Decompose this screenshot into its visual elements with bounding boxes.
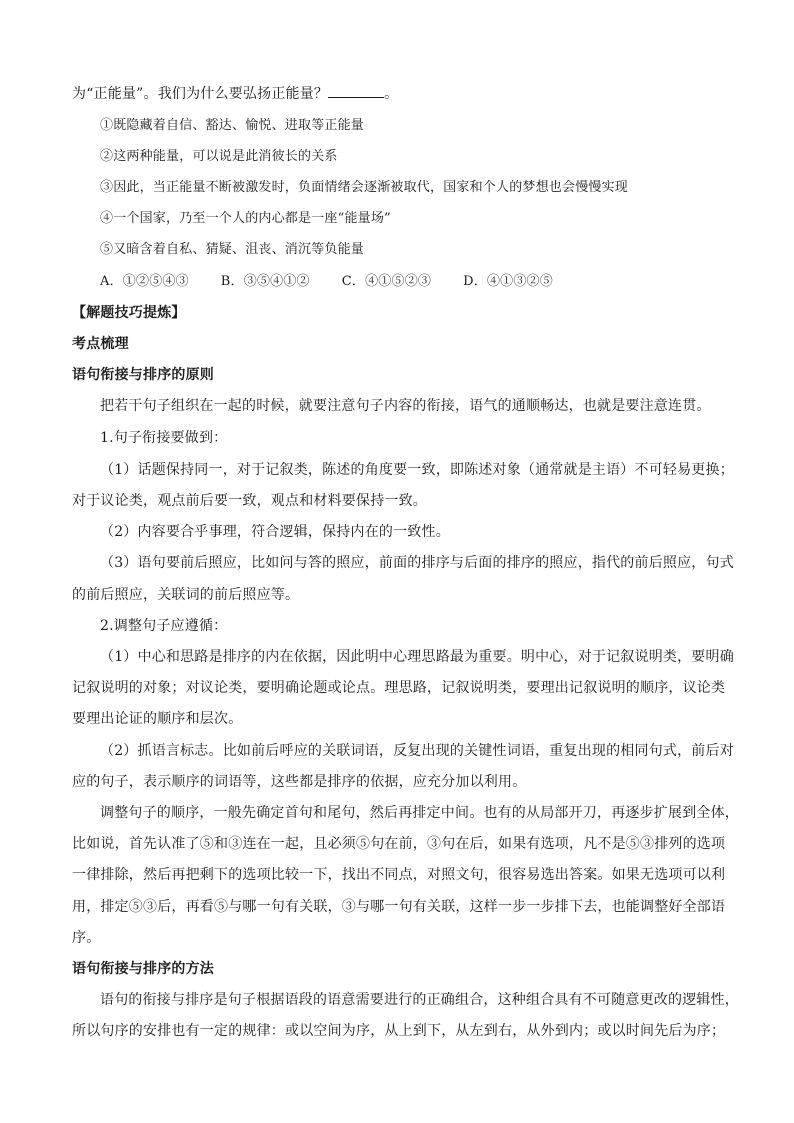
question-item-3: ③因此，当正能量不断被激发时，负面情绪会逐渐被取代，国家和个人的梦想也会慢慢实现 [100,180,629,195]
question-item-1: ①既隐藏着自信、豁达、愉悦、进取等正能量 [100,118,365,133]
question-stem-text: 为“正能量”。我们为什么要弘扬正能量？ [72,86,329,102]
rule-3-line-2: 的前后照应，关联词的前后照应等。 [72,587,300,603]
question-item-4: ④一个国家，乃至一个人的内心都是一座“能量场” [100,211,391,226]
ordering-line-2: 比如说，首先认准了⑤和③连在一起，且必须⑤句在前，③句在后，如果有选项，凡不是⑤③排列的选项 [72,836,726,852]
option-b: B．③⑤④①② [220,274,310,289]
question-item-2: ②这两种能量，可以说是此消彼长的关系 [100,149,338,164]
rule-1-line-1: （1）话题保持同一，对于记叙类，陈述的角度要一致，即陈述对象（通常就是主语）不可轻易更换； [100,462,734,478]
guide-2-line-1: （2）抓语言标志。比如前后呼应的关联词语，反复出现的关键性词语，重复出现的相同句式，前后对 [100,743,734,759]
question-stem [72,83,398,103]
rule-1-line-2: 对于议论类，观点前后要一致，观点和材料要保持一致。 [72,493,427,509]
methods-title: 语句衔接与排序的方法 [72,961,214,977]
rule-3-line-1: （3）语句要前后照应，比如问与答的照应，前面的排序与后面的排序的照应，指代的前后照应，句式 [100,555,734,571]
ordering-line-4: 用，排定⑤③后，再看⑤与哪一句有关联，③与哪一句有关联，这样一步一步排下去，也能调整好全部语 [72,899,726,915]
subheading-2: 2.调整句子应遵循： [100,618,228,634]
question-options [100,270,585,289]
section-subheader: 考点梳理 [72,336,129,352]
ordering-line-1: 调整句子的顺序，一般先确定首句和尾句，然后再排定中间。也有的从局部开刀，再逐步扩展到全体， [100,805,739,821]
option-c: C．④①⑤②③ [341,274,432,289]
ordering-line-5: 序。 [72,930,101,946]
subheading-1: 1.句子衔接要做到： [100,430,228,446]
guide-2-line-2: 应的句子，表示顺序的词语等，这些都是排序的依据，应充分加以利用。 [72,774,527,790]
answer-blank [328,85,384,98]
paragraph-intro: 把若干句子组织在一起的时候，就要注意句子内容的衔接，语气的通顺畅达，也就是要注意连贯。 [100,398,711,414]
guide-1-line-3: 要理出论证的顺序和层次。 [72,711,243,727]
rule-2: （2）内容要合乎事理，符合逻辑，保持内在的一致性。 [100,524,450,540]
principles-title: 语句衔接与排序的原则 [72,367,214,383]
guide-1-line-2: 记叙说明的对象；对议论类，要明确论题或论点。理思路，记叙说明类，要理出记叙说明的顺序，议论类 [72,680,726,696]
option-d: D．④①③②⑤ [463,274,553,289]
option-a: A．①②⑤④③ [100,274,189,289]
ordering-line-3: 一律排除，然后再把剩下的选项比较一下，找出不同点，对照文句，很容易选出答案。如果无选项可以利 [72,867,726,883]
guide-1-line-1: （1）中心和思路是排序的内在依据，因此明中心理思路最为重要。明中心，对于记叙说明类，要明确 [100,649,734,665]
question-stem-end: 。 [384,86,399,102]
methods-line-2: 所以句序的安排也有一定的规律：或以空间为序，从上到下，从左到右，从外到内；或以时间先后为序； [72,1023,726,1039]
section-header: 【解题技巧提炼】 [72,305,186,321]
question-item-5: ⑤又暗含着自私、猜疑、沮丧、消沉等负能量 [100,242,365,257]
methods-line-1: 语句的衔接与排序是句子根据语段的语意需要进行的正确组合，这种组合具有不可随意更改的逻辑性， [100,992,739,1008]
